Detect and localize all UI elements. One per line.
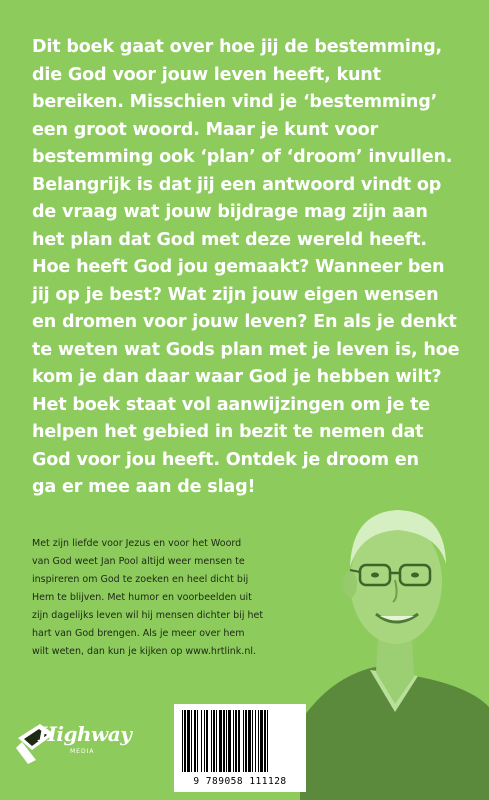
- barcode-bar: [197, 710, 198, 772]
- blurb-line: bereiken. Misschien vind je ‘bestemming’: [32, 92, 438, 112]
- barcode-bar: [260, 710, 263, 772]
- barcode-bar: [233, 710, 234, 772]
- barcode-bars: [182, 710, 298, 772]
- isbn-number: 9 789058 111128: [193, 776, 287, 787]
- barcode-bar: [226, 710, 227, 772]
- bio-line: van God weet Jan Pool altijd weer mensen te: [32, 556, 245, 567]
- blurb-line: Hoe heeft God jou gemaakt? Wanneer ben: [32, 257, 445, 277]
- barcode-bar: [216, 710, 217, 772]
- blurb-line: de vraag wat jouw bijdrage mag zijn aan: [32, 202, 428, 222]
- publisher-name: Highway: [38, 722, 132, 746]
- blurb-line: bestemming ook ‘plan’ of ‘droom’ invullen.: [32, 147, 453, 167]
- barcode-bar: [219, 710, 222, 772]
- blurb-line: een groot woord. Maar je kunt voor: [32, 119, 378, 140]
- blurb-line: Het boek staat vol aanwijzingen om je te: [32, 394, 431, 415]
- blurb-line: jij op je best? Wat zijn jouw eigen wensen: [32, 284, 439, 305]
- barcode-bar: [184, 710, 186, 772]
- blurb-line: Dit boek gaat over hoe jij de bestemming,: [32, 37, 442, 57]
- barcode-bar: [191, 710, 192, 772]
- bio-line: Hem te blijven. Met humor en voorbeelden uit: [32, 592, 252, 603]
- blurb-line: te weten wat Gods plan met je leven is, hoe: [32, 339, 460, 360]
- barcode-bar: [201, 710, 202, 772]
- bio-line: wilt weten, dan kun je kijken op www.hrtlink.nl.: [32, 646, 257, 657]
- blurb-line: Belangrijk is dat jij een antwoord vindt op: [32, 174, 442, 195]
- bio-line: zijn dagelijks leven wil hij mensen dichter bij het: [32, 610, 264, 621]
- publisher-sub: MEDIA: [70, 748, 95, 755]
- blurb-line: kom je dan daar waar God je hebben wilt?: [32, 367, 442, 387]
- barcode-bar: [255, 710, 256, 772]
- barcode-bar: [252, 710, 253, 772]
- isbn-barcode: [174, 704, 306, 792]
- barcode-bar: [223, 710, 225, 772]
- barcode-bar: [213, 710, 215, 772]
- barcode-bar: [228, 710, 231, 772]
- author-bio: [32, 535, 332, 661]
- barcode-bar: [187, 710, 190, 772]
- blurb-text: [32, 34, 472, 502]
- bio-line: Met zijn liefde voor Jezus en voor het Woord: [32, 538, 242, 549]
- blurb-line: het plan dat God met deze wereld heeft.: [32, 229, 427, 250]
- barcode-bar: [182, 710, 183, 772]
- blurb-line: ga er mee aan de slag!: [32, 477, 256, 497]
- blurb-line: God voor jou heeft. Ontdek je droom en: [32, 449, 419, 470]
- barcode-bar: [245, 710, 247, 772]
- blurb-line: helpen het gebied in bezit te nemen dat: [32, 422, 424, 442]
- barcode-bar: [211, 710, 212, 772]
- barcode-bar: [243, 710, 244, 772]
- publisher-logo: [14, 720, 132, 768]
- barcode-bar: [248, 710, 251, 772]
- barcode-bar: [194, 710, 196, 772]
- barcode-bar: [204, 710, 205, 772]
- blurb-line: en dromen voor jouw leven? En als je denkt: [32, 312, 457, 332]
- barcode-bar: [267, 710, 268, 772]
- barcode-bar: [206, 710, 208, 772]
- barcode-bar: [258, 710, 259, 772]
- blurb-line: die God voor jouw leven heeft, kunt: [32, 64, 381, 85]
- barcode-bar: [235, 710, 237, 772]
- bio-line: hart van God brengen. Als je meer over hem: [32, 628, 245, 639]
- barcode-bar: [238, 710, 240, 772]
- bio-line: inspireren om God te zoeken en heel dicht bij: [32, 574, 249, 585]
- barcode-bar: [264, 710, 266, 772]
